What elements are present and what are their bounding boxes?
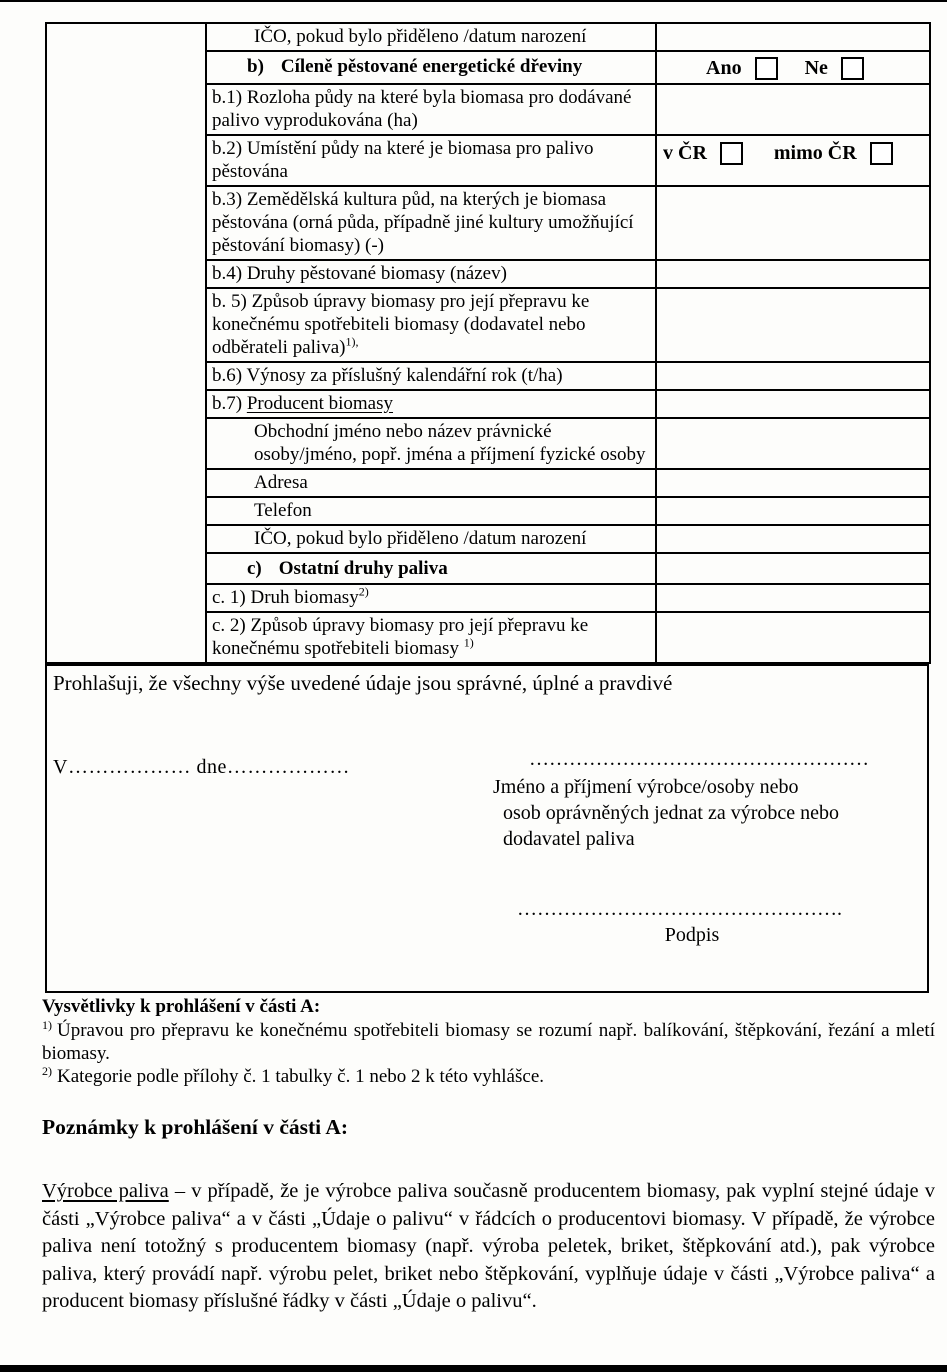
place-date-line: V……………… dne………………: [53, 756, 350, 778]
checkbox: [755, 57, 778, 80]
field-label-b7: [206, 390, 656, 418]
field-label-text: b.6) Výnosy za příslušný kalendářní rok (t/ha): [212, 365, 563, 386]
signature-label: Podpis: [664, 924, 720, 946]
field-value-b: [656, 51, 930, 84]
field-value-b7-name: [656, 418, 930, 469]
left-empty-column: [46, 23, 206, 663]
section-prefix: b): [247, 56, 264, 77]
field-value-b2: [656, 135, 930, 186]
field-value-b7-adresa: [656, 469, 930, 497]
field-label-c1: [206, 584, 656, 612]
field-value-b7-telefon: [656, 497, 930, 525]
field-label-text: b.4) Druhy pěstované biomasy (název): [212, 263, 507, 284]
field-value-ico-top: [656, 23, 930, 51]
field-label-b2: [206, 135, 656, 186]
signature-dotted-line-2: ………………………………………….: [517, 898, 842, 920]
field-label-text: b.2) Umístění půdy na které je biomasa pro palivo pěstována: [212, 138, 594, 182]
footnote-1-text: Úpravou pro přepravu ke konečnému spotřebiteli biomasy se rozumí např. balíkování, štěpkování, řezání a mletí biomasy.: [42, 1020, 935, 1064]
footnote-2-text: Kategorie podle přílohy č. 1 tabulky č. 1 nebo 2 k této vyhlášce.: [57, 1066, 545, 1087]
field-label-c2: [206, 612, 656, 663]
footnotes-title: Vysvětlivky k prohlášení v části A:: [42, 996, 321, 1017]
signature-dotted-line-1: ……………………………………………: [529, 748, 869, 770]
field-label-b7-ico: [206, 525, 656, 553]
footnote-ref: 2): [358, 584, 369, 599]
field-label-text: Telefon: [254, 500, 312, 521]
field-value-b1: [656, 84, 930, 135]
field-label-text: IČO, pokud bylo přiděleno /datum narození: [254, 528, 587, 549]
field-label-b6: [206, 362, 656, 390]
field-label-b5: [206, 288, 656, 362]
checkbox-label: mimo ČR: [773, 142, 857, 164]
declaration-statement: Prohlašuji, že všechny výše uvedené údaje jsou správné, úplné a pravdivé: [53, 671, 673, 695]
signatory-caption-line-3: dodavatel paliva: [503, 828, 635, 850]
field-label-c: [206, 553, 656, 584]
form-content: [45, 22, 929, 993]
field-value-b3: [656, 186, 930, 260]
field-label-b1: [206, 84, 656, 135]
field-label-b7-name: [206, 418, 656, 469]
checkbox: [720, 142, 743, 165]
notes-paragraph: [42, 1178, 935, 1316]
field-value-c: [656, 553, 930, 584]
checkbox: [841, 57, 864, 80]
notes-title: Poznámky k prohlášení v části A:: [42, 1115, 349, 1139]
field-label-text: b.3) Zemědělská kultura půd, na kterých je biomasa pěstována (orná půda, případně jiné kultury umožňující pěstování biomasy) (-): [212, 189, 634, 256]
footnote-1: [42, 1019, 935, 1065]
field-label-b7-adresa: [206, 469, 656, 497]
checkbox-label: v ČR: [663, 142, 707, 164]
checkbox-option: [805, 55, 864, 81]
footnotes-section: [42, 995, 935, 1316]
field-value-b4: [656, 260, 930, 288]
field-label-b7-telefon: [206, 497, 656, 525]
signatory-caption-line-2: osob oprávněných jednat za výrobce nebo: [503, 802, 839, 824]
field-label-text: b.7): [212, 393, 247, 414]
section-title: Cíleně pěstované energetické dřeviny: [280, 56, 583, 77]
top-border-line: [0, 0, 947, 2]
field-value-c1: [656, 584, 930, 612]
field-value-b7: [656, 390, 930, 418]
field-label-text: b.1) Rozloha půdy na které byla biomasa pro dodávané palivo vyprodukována (ha): [212, 87, 632, 131]
checkbox-option: [706, 55, 778, 81]
footnote-ref: 1): [463, 635, 474, 650]
checkbox-label: Ano: [706, 57, 742, 79]
field-label-text: c. 1) Druh biomasy: [212, 587, 359, 608]
declaration-box: [45, 664, 929, 993]
field-value-b6: [656, 362, 930, 390]
checkbox-option: [663, 140, 743, 166]
field-label-text: Obchodní jméno nebo název právnické osoby/jméno, popř. jména a příjmení fyzické osoby: [254, 421, 646, 465]
field-label-text: Adresa: [254, 472, 308, 493]
checkbox-option: [774, 140, 893, 166]
field-value-b7-ico: [656, 525, 930, 553]
field-label-text: Producent biomasy: [246, 393, 394, 414]
field-label-text: c. 2) Způsob úpravy biomasy pro její přepravu ke konečnému spotřebiteli biomasy: [212, 615, 589, 659]
field-label-b: [206, 51, 656, 84]
signatory-caption-line-1: Jméno a příjmení výrobce/osoby nebo: [493, 776, 799, 798]
footnote-1-marker: 1): [42, 1017, 52, 1032]
field-label-ico-top: [206, 23, 656, 51]
footnote-ref: 1),: [345, 334, 359, 349]
bottom-border-bar: [0, 1365, 947, 1372]
field-value-c2: [656, 612, 930, 663]
field-label-b3: [206, 186, 656, 260]
form-row-ico-top: [46, 23, 930, 51]
checkbox: [870, 142, 893, 165]
field-label-text: IČO, pokud bylo přiděleno /datum narození: [254, 26, 587, 47]
form-table-body: [46, 23, 930, 663]
footnote-2-marker: 2): [42, 1063, 52, 1078]
fuel-declaration-table: [45, 22, 931, 664]
notes-lead-term: Výrobce paliva: [42, 1180, 169, 1202]
checkbox-label: Ne: [804, 57, 828, 79]
section-prefix: c): [247, 558, 262, 579]
notes-body-text: – v případě, že je výrobce paliva současně producentem biomasy, pak vyplní stejné údaje v části „Výrobce paliva“ a v části „Údaje o palivu“ v řádcích o producentovi biomasy. V případě, že výrobce paliva není totožný s producentem biomasy (např. výroba peletek, briket, štěpkování atd.), pak výrobce paliva, který provádí např. výrobu pelet, briket nebo štěpkování, vyplňuje údaje v části „Výrobce paliva“ a producent biomasy příslušné řádky v části „Údaje o palivu“.: [42, 1180, 935, 1312]
field-value-b5: [656, 288, 930, 362]
checkbox-group-b2: [662, 137, 923, 166]
section-title: Ostatní druhy paliva: [278, 558, 448, 579]
checkbox-group-b: [662, 53, 923, 81]
footnote-2: [42, 1065, 935, 1088]
field-label-text: b. 5) Způsob úpravy biomasy pro její přepravu ke konečnému spotřebiteli biomasy (dodavatel nebo odběrateli paliva): [212, 291, 590, 358]
field-label-b4: [206, 260, 656, 288]
